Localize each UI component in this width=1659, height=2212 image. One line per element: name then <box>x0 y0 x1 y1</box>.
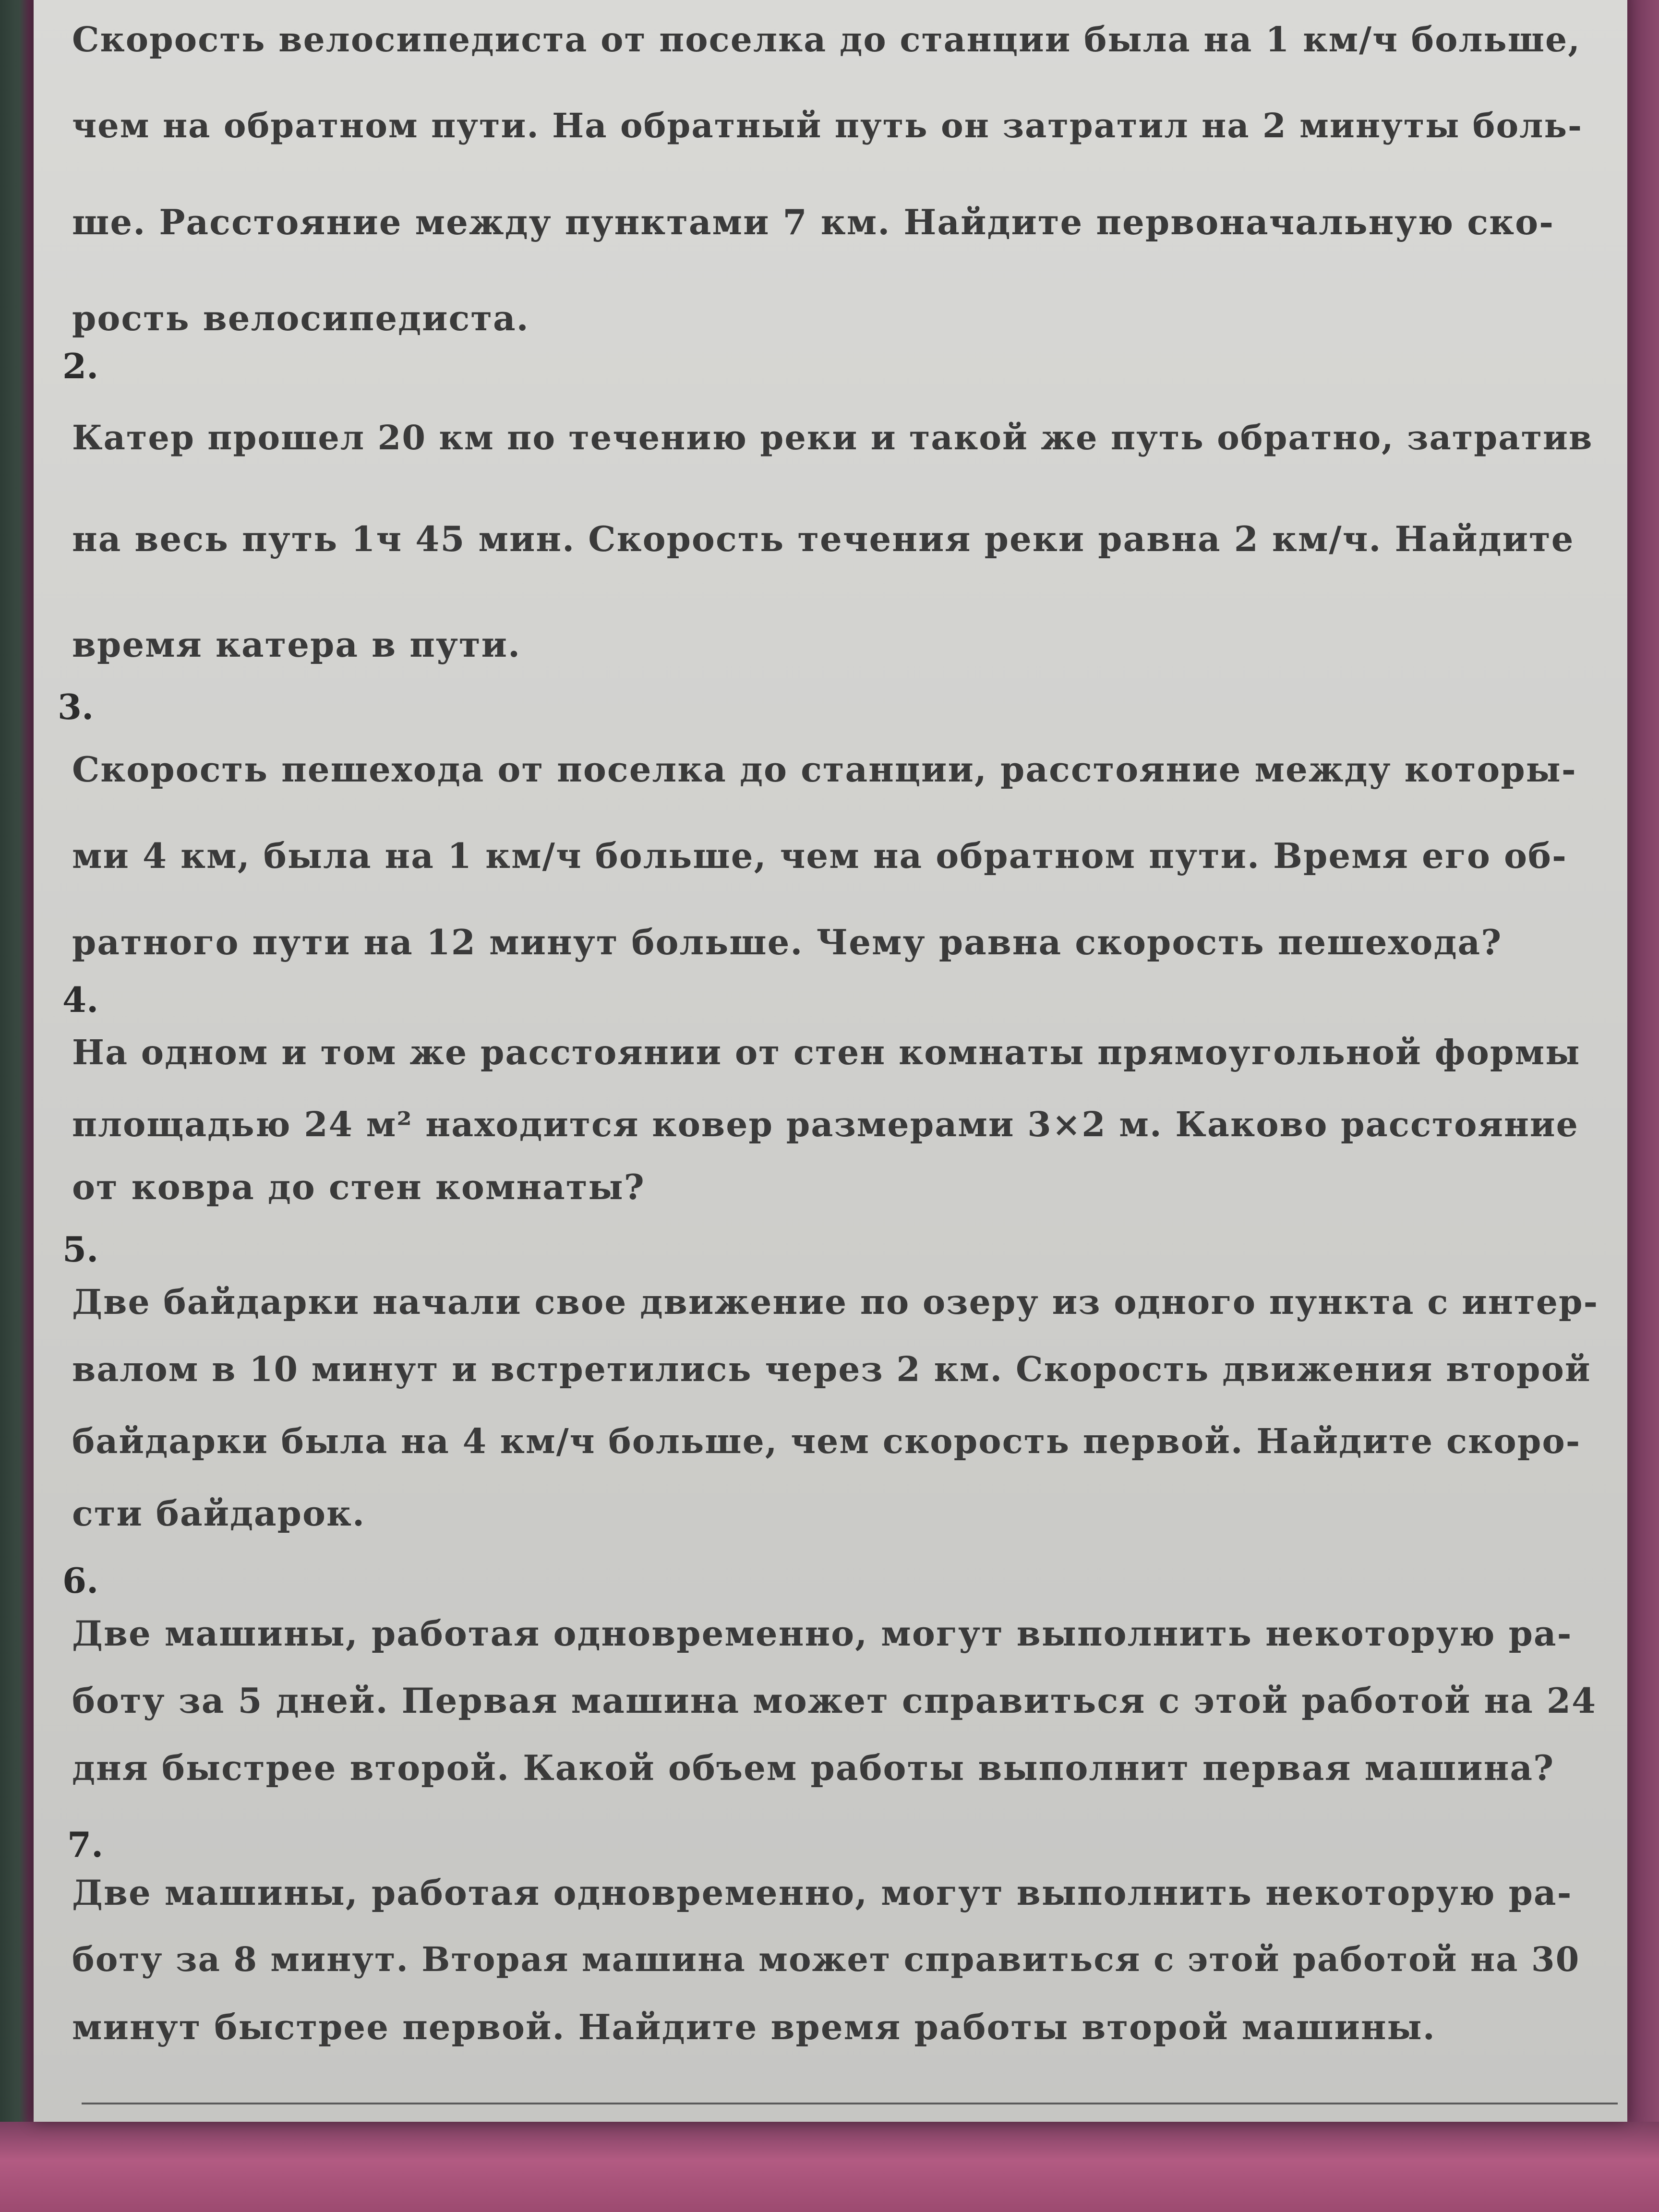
problem-4-number: 4. <box>62 979 99 1020</box>
problem-7-line-2: боту за 8 минут. Вторая машина может справиться с этой работой на 30 <box>72 1939 1580 1979</box>
problem-2-line-3: время катера в пути. <box>72 624 521 665</box>
worksheet-page <box>34 0 1627 2122</box>
fabric-edge-bottom <box>0 2122 1659 2212</box>
problem-3-line-3: ратного пути на 12 минут больше. Чему равна скорость пешехода? <box>72 922 1503 962</box>
problem-3-line-1: Скорость пешехода от поселка до станции, расстояние между которы- <box>72 749 1577 790</box>
problem-7-number: 7. <box>67 1824 104 1865</box>
problem-4-line-2: площадью 24 м² находится ковер размерами 3×2 м. Каково расстояние <box>72 1104 1579 1144</box>
problem-5-line-3: байдарки была на 4 км/ч больше, чем скорость первой. Найдите скоро- <box>72 1421 1581 1461</box>
problem-6-number: 6. <box>62 1560 99 1601</box>
problem-4-line-1: На одном и том же расстоянии от стен комнаты прямоугольной формы <box>72 1032 1581 1072</box>
problem-7-line-3: минут быстрее первой. Найдите время работы второй машины. <box>72 2007 1436 2047</box>
problem-6-line-2: боту за 5 дней. Первая машина может справиться с этой работой на 24 <box>72 1680 1597 1721</box>
problem-7-line-1: Две машины, работая одновременно, могут выполнить некоторую ра- <box>72 1872 1573 1913</box>
problem-4-line-3: от ковра до стен комнаты? <box>72 1166 645 1207</box>
problem-6-line-1: Две машины, работая одновременно, могут выполнить некоторую ра- <box>72 1613 1573 1654</box>
problem-3-number: 3. <box>58 686 94 727</box>
problem-5-number: 5. <box>62 1229 99 1270</box>
problem-3-line-2: ми 4 км, была на 1 км/ч больше, чем на обратном пути. Время его об- <box>72 835 1567 876</box>
problem-2-number: 2. <box>62 346 99 386</box>
problem-1-line-2: чем на обратном пути. На обратный путь он затратил на 2 минуты боль- <box>72 106 1583 145</box>
problem-6-line-3: дня быстрее второй. Какой объем работы выполнит первая машина? <box>72 1747 1555 1788</box>
bottom-rule <box>82 2103 1618 2104</box>
problem-5-line-1: Две байдарки начали свое движение по озеру из одного пункта с интер- <box>72 1282 1599 1322</box>
problem-5-line-4: сти байдарок. <box>72 1493 366 1534</box>
problem-2-line-2: на весь путь 1ч 45 мин. Скорость течения реки равна 2 км/ч. Найдите <box>72 518 1575 559</box>
problem-1-line-1: Скорость велосипедиста от поселка до станции была на 1 км/ч больше, <box>72 19 1581 60</box>
problem-5-line-2: валом в 10 минут и встретились через 2 км. Скорость движения второй <box>72 1349 1591 1389</box>
problem-2-line-1: Катер прошел 20 км по течению реки и такой же путь обратно, затратив <box>72 418 1593 457</box>
problem-1-line-4: рость велосипедиста. <box>72 298 529 338</box>
problem-1-line-3: ше. Расстояние между пунктами 7 км. Найдите первоначальную ско- <box>72 202 1555 242</box>
